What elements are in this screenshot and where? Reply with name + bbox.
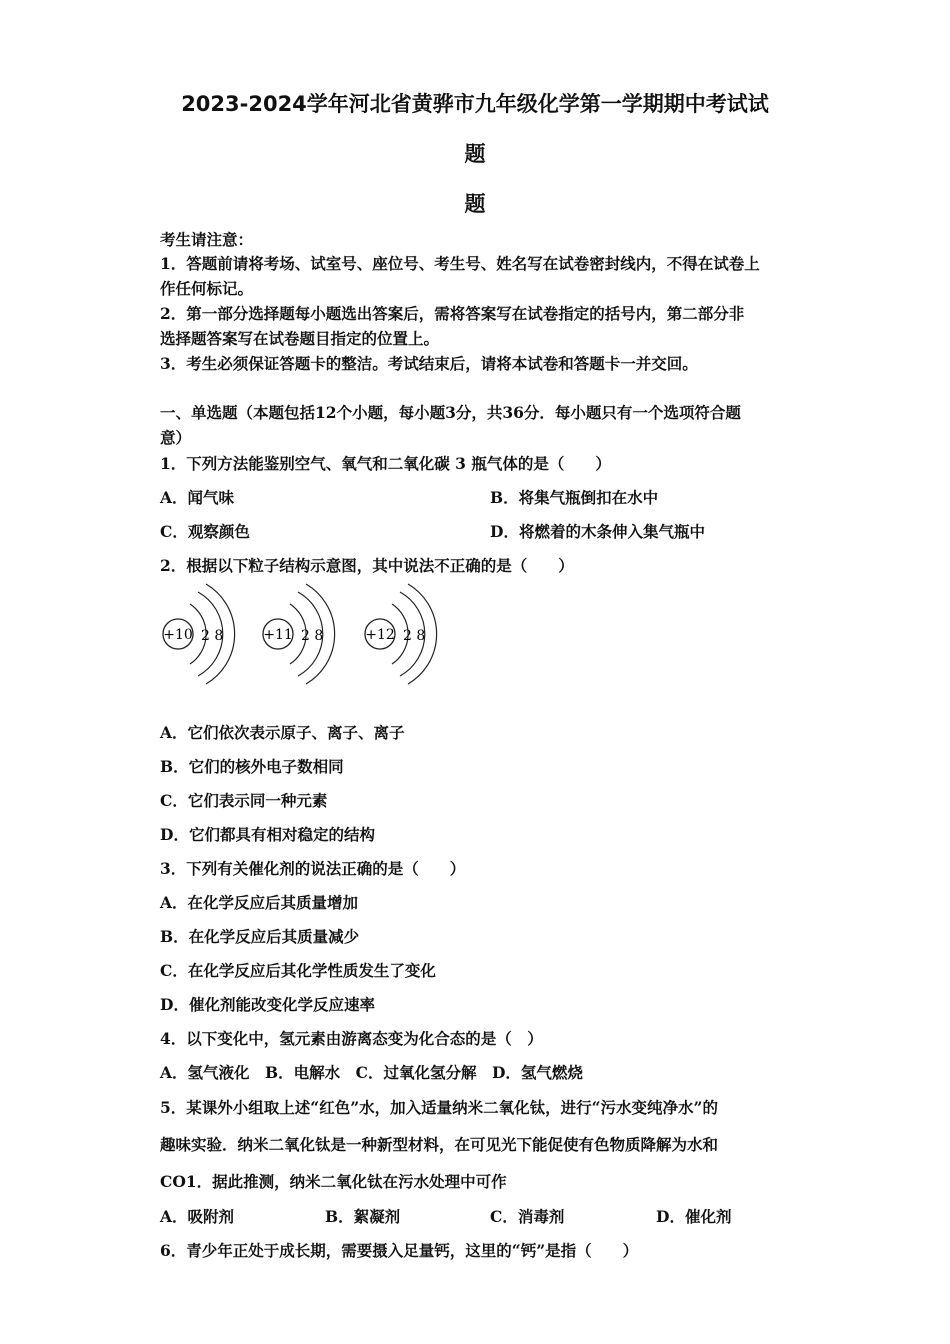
- q5-stem: 5．某课外小组取上述“红色”水，加入适量纳米二氧化钛，进行“污水变纯净水”的: [160, 1098, 718, 1117]
- q1-stem: 1．下列方法能鉴别空气、氧气和二氧化碳 3 瓶气体的是（ ）: [160, 454, 611, 473]
- section-heading: 一、单选题（本题包括12个小题，每小题3分，共36分．每小题只有一个选项符合题: [160, 403, 741, 422]
- q5-option-c: C．消毒剂: [490, 1207, 565, 1226]
- nucleus-charge: +10: [163, 627, 193, 643]
- q5-stem-cont2: CO1．据此推测，纳米二氧化钛在污水处理中可作: [160, 1172, 507, 1191]
- q5-option-b: B．絮凝剂: [325, 1207, 401, 1226]
- q5-option-d: D．催化剂: [656, 1207, 732, 1226]
- q2-option-d: D．它们都具有相对稳定的结构: [160, 825, 375, 844]
- particle-1: [163, 584, 235, 684]
- notice-item-1-cont: 作任何标记。: [160, 279, 254, 298]
- shell-electrons: 2 8: [403, 628, 426, 644]
- particle-2: [263, 584, 335, 684]
- notice-item-2-cont: 选择题答案写在试卷题目指定的位置上。: [160, 329, 440, 348]
- q4-stem: 4．以下变化中，氢元素由游离态变为化合态的是（ ）: [160, 1029, 543, 1048]
- q3-option-d: D．催化剂能改变化学反应速率: [160, 995, 375, 1014]
- notice-heading: 考生请注意：: [160, 230, 254, 249]
- q3-option-a: A．在化学反应后其质量增加: [160, 893, 359, 912]
- section-heading-cont: 意）: [160, 428, 192, 447]
- q5-stem-cont: 趣味实验．纳米二氧化钛是一种新型材料，在可见光下能促使有色物质降解为水和: [160, 1135, 719, 1154]
- q1-option-c: C．观察颜色: [160, 522, 250, 541]
- q4-options: A．氢气液化 B．电解水 C．过氧化氢分解 D．氢气燃烧: [160, 1063, 583, 1082]
- notice-item-3: 3．考生必须保证答题卡的整洁。考试结束后，请将本试卷和答题卡一并交回。: [160, 354, 698, 373]
- particle-3: [365, 584, 437, 684]
- page-title-cont2: 题: [464, 192, 486, 216]
- q2-option-c: C．它们表示同一种元素: [160, 791, 328, 810]
- q2-option-b: B．它们的核外电子数相同: [160, 757, 344, 776]
- q2-stem: 2．根据以下粒子结构示意图，其中说法不正确的是（ ）: [160, 556, 574, 575]
- q1-option-d: D．将燃着的木条伸入集气瓶中: [490, 522, 705, 541]
- q3-stem: 3．下列有关催化剂的说法正确的是（ ）: [160, 859, 466, 878]
- q1-option-b: B．将集气瓶倒扣在水中: [490, 488, 659, 507]
- notice-item-2: 2．第一部分选择题每小题选出答案后，需将答案写在试卷指定的括号内，第二部分非: [160, 304, 745, 323]
- particle-structure-diagram: [150, 580, 450, 690]
- q3-option-b: B．在化学反应后其质量减少: [160, 927, 360, 946]
- page-title: 2023-2024学年河北省黄骅市九年级化学第一学期期中考试试: [181, 92, 769, 116]
- shell-electrons: 2 8: [201, 628, 224, 644]
- nucleus-charge: +11: [263, 627, 293, 643]
- q3-option-c: C．在化学反应后其化学性质发生了变化: [160, 961, 436, 980]
- q5-option-a: A．吸附剂: [160, 1207, 235, 1226]
- shell-electrons: 2 8: [301, 628, 324, 644]
- q2-option-a: A．它们依次表示原子、离子、离子: [160, 723, 405, 742]
- q1-option-a: A．闻气味: [160, 488, 235, 507]
- nucleus-charge: +12: [365, 627, 395, 643]
- q6-stem: 6．青少年正处于成长期，需要摄入足量钙，这里的“钙”是指（ ）: [160, 1241, 639, 1260]
- notice-item-1: 1．答题前请将考场、试室号、座位号、考生号、姓名写在试卷密封线内，不得在试卷上: [160, 254, 760, 273]
- page-title-cont: 题: [464, 142, 486, 166]
